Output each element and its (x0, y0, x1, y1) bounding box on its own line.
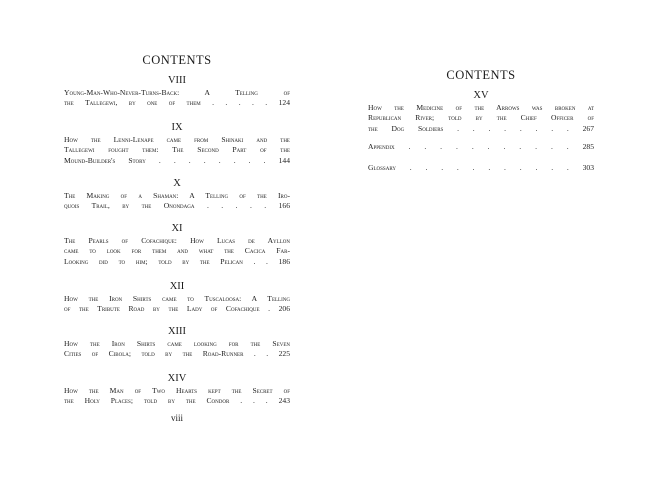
toc-section (64, 325, 290, 360)
toc-appendix (368, 142, 594, 152)
toc-entry-line: Looking did to him; told by the Pelican . . 186 (64, 256, 290, 266)
toc-section (64, 177, 290, 212)
toc-glossary (368, 163, 594, 173)
contents-heading: CONTENTS (446, 68, 516, 82)
toc-entry-line: How the Iron Shirts came to Tuscaloosa: A Telling (64, 294, 290, 303)
chapter-numeral: IX (171, 122, 183, 133)
toc-entry-line: came to look for them and what the Cacica Far- (64, 246, 290, 256)
toc-entry-line: How the Medicine of the Arrows was broken at (368, 103, 594, 112)
toc-entry-line: Glossary . . . . . . . . . . . 303 (368, 163, 594, 172)
toc-entry-line: The Making of a Shaman: A Telling of the Iro- (64, 191, 290, 200)
toc-section (64, 74, 290, 109)
chapter-numeral: XII (169, 281, 185, 292)
toc-entry-line: the Tallegewi, by one of them . . . . . 124 (64, 98, 290, 108)
chapter-numeral: X (173, 178, 181, 189)
toc-entry-line: the Dog Soldiers . . . . . . . . 267 (368, 123, 594, 133)
toc-entry-line: Appendix . . . . . . . . . . . 285 (368, 142, 594, 151)
toc-entry-line: Young-Man-Who-Never-Turns-Back: A Telling of (64, 88, 290, 97)
toc-entry-line: of the Tribute Road by the Lady of Cofachique . 206 (64, 304, 290, 314)
toc-section (64, 121, 290, 166)
toc-section (64, 280, 290, 315)
toc-section (64, 372, 290, 407)
toc-section (368, 89, 594, 134)
page-number: viii (170, 413, 183, 423)
toc-entry-line: Tallegewi fought them: The Second Part of the (64, 145, 290, 155)
toc-entry-line: quois Trail, by the Onondaga . . . . . 166 (64, 201, 290, 211)
chapter-numeral: XIV (167, 373, 187, 384)
toc-entry-line: Cities of Cibola; told by the Road-Runner . . 225 (64, 349, 290, 359)
toc-section (64, 222, 290, 267)
toc-entry-line: How the Iron Shirts came looking for the Seven (64, 339, 290, 348)
chapter-numeral: XIII (167, 326, 187, 337)
chapter-numeral: XI (171, 223, 183, 234)
toc-entry-line: How the Lenni-Lenape came from Shinaki and the (64, 135, 290, 144)
toc-entry-line: the Holy Places; told by the Condor . . . 243 (64, 396, 290, 406)
toc-entry-line: Republican River; told by the Chief Officer of (368, 113, 594, 123)
chapter-numeral: VIII (167, 75, 187, 86)
toc-entry-line: The Pearls of Cofachique: How Lucas de Ayllon (64, 236, 290, 245)
toc-entry-line: Mound-Builder's Story . . . . . . . . 144 (64, 155, 290, 165)
toc-entry-line: How the Man of Two Hearts kept the Secret of (64, 386, 290, 395)
contents-heading: CONTENTS (142, 53, 212, 67)
chapter-numeral: XV (473, 90, 489, 101)
